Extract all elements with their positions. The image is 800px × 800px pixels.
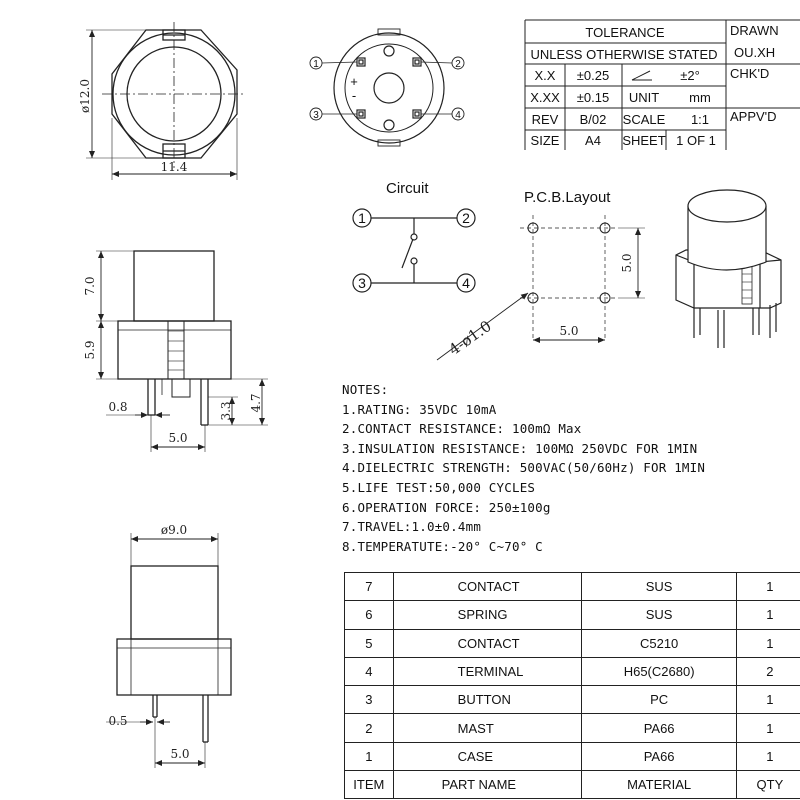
side-pin-width: 0.8 xyxy=(108,400,128,414)
table-row xyxy=(345,742,800,770)
bom-material: C5210 xyxy=(582,629,736,657)
bom-qty: 1 xyxy=(736,742,800,770)
front-view xyxy=(106,533,231,768)
top-width-label: 11.4 xyxy=(160,160,188,174)
table-header-row xyxy=(345,771,800,799)
bill-of-materials xyxy=(344,572,800,799)
notes-title: NOTES: xyxy=(342,382,389,397)
size-value: A4 xyxy=(585,133,601,148)
bom-item: 6 xyxy=(345,601,394,629)
side-view xyxy=(96,251,268,452)
bom-part-name: TERMINAL xyxy=(393,657,582,685)
note-2: 2.CONTACT RESISTANCE: 100mΩ Max xyxy=(342,421,582,437)
sheet-value: 1 OF 1 xyxy=(676,133,716,148)
bom-material: PA66 xyxy=(582,742,736,770)
bom-material: PC xyxy=(582,686,736,714)
bom-item: 4 xyxy=(345,657,394,685)
table-row xyxy=(345,714,800,742)
xxx-value: ±0.15 xyxy=(576,90,610,105)
bom-part-name: BUTTON xyxy=(393,686,582,714)
approved-label: APPV'D xyxy=(730,109,777,124)
bom-part-name: CASE xyxy=(393,742,582,770)
bom-item: 2 xyxy=(345,714,394,742)
note-6: 6.OPERATION FORCE: 250±100g xyxy=(342,499,551,515)
unit-value: mm xyxy=(689,90,711,105)
bottom-pin-4: 4 xyxy=(455,110,461,121)
bom-material: SUS xyxy=(582,573,736,601)
bom-qty: 1 xyxy=(736,601,800,629)
pcb-holes-label: 4-ø1.0 xyxy=(445,316,495,359)
checked-label: CHK'D xyxy=(730,66,770,81)
size-label: SIZE xyxy=(530,133,560,148)
circuit-pin-3: 3 xyxy=(358,275,366,291)
bom-item: 3 xyxy=(345,686,394,714)
bom-qty: 1 xyxy=(736,573,800,601)
note-1: 1.RATING: 35VDC 10mA xyxy=(342,401,497,417)
scale-value: 1:1 xyxy=(690,112,710,127)
bom-qty: 1 xyxy=(736,714,800,742)
note-8: 8.TEMPERATUTE:-20° C~70° C xyxy=(342,538,543,554)
notes-block xyxy=(342,380,782,556)
note-7: 7.TRAVEL:1.0±0.4mm xyxy=(342,519,482,535)
bom-qty: 2 xyxy=(736,657,800,685)
xx-value: ±0.25 xyxy=(576,68,610,83)
bom-part-name: CONTACT xyxy=(393,629,582,657)
angle-icon xyxy=(632,71,652,80)
drawn-label: DRAWN xyxy=(730,23,779,38)
side-upper-height: 7.0 xyxy=(83,276,97,296)
bom-material: SUS xyxy=(582,601,736,629)
rev-label: REV xyxy=(531,112,559,127)
table-row xyxy=(345,686,800,714)
bottom-pin-3: 3 xyxy=(313,110,319,121)
circuit-pin-4: 4 xyxy=(462,275,470,291)
note-5: 5.LIFE TEST:50,000 CYCLES xyxy=(342,479,536,495)
circuit-diagram xyxy=(353,209,475,292)
scale-label: SCALE xyxy=(622,112,666,127)
bom-material: PA66 xyxy=(582,714,736,742)
bom-part-name: CONTACT xyxy=(393,573,582,601)
top-dia-label: ø12.0 xyxy=(78,79,92,113)
bom-part-name: SPRING xyxy=(393,601,582,629)
bom-item: 5 xyxy=(345,629,394,657)
table-row xyxy=(345,573,800,601)
bom-header-qty: QTY xyxy=(736,771,800,799)
pcb-title: P.C.B.Layout xyxy=(524,189,611,206)
bottom-pin-1: 1 xyxy=(313,59,319,70)
side-pin-short: 3.3 xyxy=(219,401,233,421)
rev-value: B/02 xyxy=(579,112,607,127)
bom-part-name: MAST xyxy=(393,714,582,742)
bom-item: 1 xyxy=(345,742,394,770)
side-pitch: 5.0 xyxy=(168,431,188,445)
bom-qty: 1 xyxy=(736,686,800,714)
unit-label: UNIT xyxy=(628,90,660,105)
sheet-label: SHEET xyxy=(622,133,666,148)
side-pin-long: 4.7 xyxy=(249,393,263,413)
front-pitch: 5.0 xyxy=(170,747,190,761)
side-lower-height: 5.9 xyxy=(83,340,97,360)
bom-qty: 1 xyxy=(736,629,800,657)
bottom-plus-sign: + xyxy=(350,74,358,89)
pcb-pitch-y: 5.0 xyxy=(620,253,634,273)
table-row xyxy=(345,601,800,629)
bom-material: H65(C2680) xyxy=(582,657,736,685)
note-4: 4.DIELECTRIC STRENGTH: 500VAC(50/60Hz) FOR 1MIN xyxy=(342,460,706,476)
bottom-pin-2: 2 xyxy=(455,59,461,70)
bom-header-part-name: PART NAME xyxy=(393,771,582,799)
tolerance-label: TOLERANCE xyxy=(585,25,665,40)
circuit-pin-2: 2 xyxy=(462,210,470,226)
bom-item: 7 xyxy=(345,573,394,601)
note-3: 3.INSULATION RESISTANCE: 100MΩ 250VDC FOR 1MIN xyxy=(342,440,698,456)
unless-label: UNLESS OTHERWISE STATED xyxy=(530,47,718,62)
table-row xyxy=(345,629,800,657)
top-view xyxy=(86,22,246,180)
xxx-label: X.XX xyxy=(530,90,560,105)
circuit-title: Circuit xyxy=(386,180,429,197)
bottom-minus-sign: - xyxy=(351,88,357,103)
drawn-value: OU.XH xyxy=(734,45,776,60)
front-dia-label: ø9.0 xyxy=(160,523,188,537)
bottom-view xyxy=(310,29,464,146)
bom-header-material: MATERIAL xyxy=(582,771,736,799)
circuit-pin-1: 1 xyxy=(358,210,366,226)
xx-label: X.X xyxy=(534,68,556,83)
pcb-pitch-x: 5.0 xyxy=(559,324,579,338)
table-row xyxy=(345,657,800,685)
bom-header-item: ITEM xyxy=(345,771,394,799)
front-pin-width: 0.5 xyxy=(108,714,128,728)
angle-value: ±2° xyxy=(680,68,700,83)
isometric-view xyxy=(676,190,781,348)
